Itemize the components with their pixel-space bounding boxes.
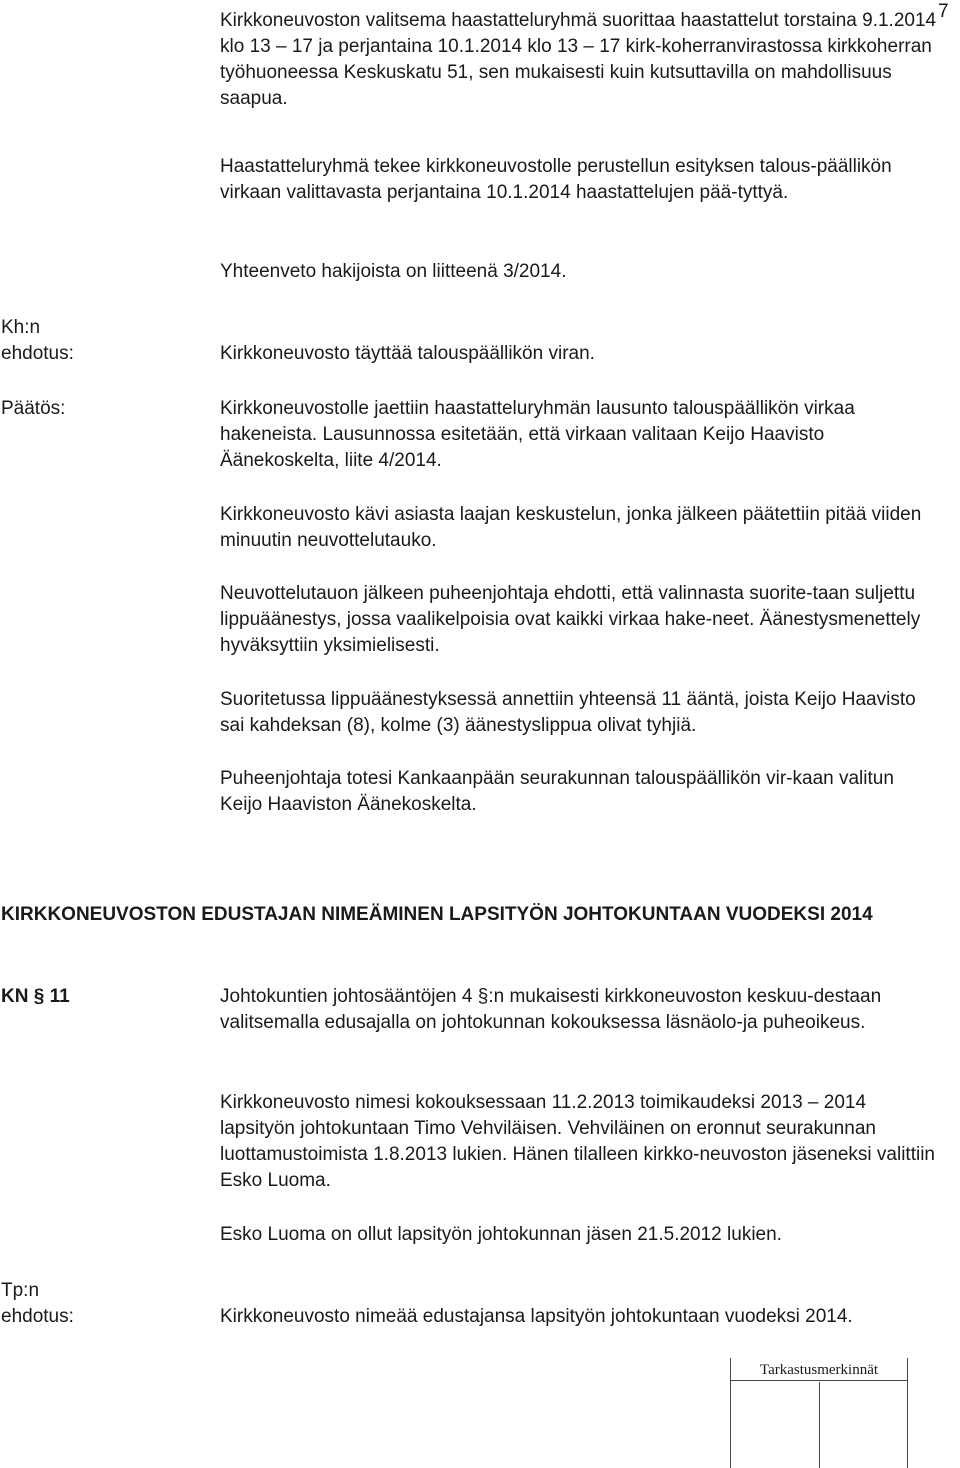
label-kh-line2: ehdotus: bbox=[1, 343, 74, 364]
paragraph-decision-statement: Kirkkoneuvostolle jaettiin haastatteluryhmän lausunto talouspäällikön virkaa hakeneista. Lausunnossa esitetään, että virkaan valitaan Keijo Haavisto Äänekoskelta, liite 4/2014. bbox=[220, 398, 855, 471]
paragraph-ballot-proposal: Neuvottelutauon jälkeen puheenjohtaja ehdotti, että valinnasta suorite-taan suljettu lippuäänestys, jossa vaalikelpoisia ovat kaikki virkaa hake-neet. Äänestysmenettely hyväksyttiin yksimielisesti. bbox=[220, 583, 921, 656]
review-stamp-box bbox=[730, 1358, 908, 1468]
section-number: KN § 11 bbox=[1, 986, 70, 1007]
paragraph-interview-schedule: Kirkkoneuvoston valitsema haastatteluryhmä suorittaa haastattelut torstaina 9.1.2014 klo 13 – 17 ja perjantaina 10.1.2014 klo 13 – 17 kirk-koherranvirastossa kirkkoherran työhuoneessa Keskuskatu 51, sen mukaisesti kuin kutsuttavilla on mahdollisuus saapua. bbox=[220, 10, 937, 109]
paragraph-chair-conclusion: Puheenjohtaja totesi Kankaanpään seurakunnan talouspäällikön vir-kaan valitun Keijo Haaviston Äänekoskelta. bbox=[220, 768, 894, 815]
paragraph-summary: Yhteenveto hakijoista on liitteenä 3/2014. bbox=[220, 261, 567, 282]
paragraph-member-since: Esko Luoma on ollut lapsityön johtokunnan jäsen 21.5.2012 lukien. bbox=[220, 1224, 782, 1245]
label-paatos: Päätös: bbox=[1, 398, 66, 419]
label-kh-line1: Kh:n bbox=[1, 317, 41, 338]
paragraph-vote-result: Suoritetussa lippuäänestyksessä annettiin yhteensä 11 ääntä, joista Keijo Haavisto sai kahdeksan (8), kolme (3) äänestyslippua olivat tyhjiä. bbox=[220, 689, 916, 736]
section-heading: KIRKKONEUVOSTON EDUSTAJAN NIMEÄMINEN LAPSITYÖN JOHTOKUNTAAN VUODEKSI 2014 bbox=[1, 904, 873, 925]
label-tp-line2: ehdotus: bbox=[1, 1306, 74, 1327]
paragraph-bylaws: Johtokuntien johtosääntöjen 4 §:n mukaisesti kirkkoneuvoston keskuu-destaan valitsemalla edusajalla on johtokunnan kokouksessa läsnäolo-ja puheoikeus. bbox=[220, 986, 882, 1033]
paragraph-tp-proposal: Kirkkoneuvosto nimeää edustajansa lapsityön johtokuntaan vuodeksi 2014. bbox=[220, 1306, 853, 1327]
page-number: 7 bbox=[938, 1, 949, 22]
label-tp-ehdotus bbox=[1, 1278, 201, 1330]
label-kh-ehdotus bbox=[1, 315, 201, 367]
paragraph-kh-proposal: Kirkkoneuvosto täyttää talouspäällikön viran. bbox=[220, 343, 595, 364]
paragraph-interview-group: Haastatteluryhmä tekee kirkkoneuvostolle perustellun esityksen talous-päällikön virkaan valittavasta perjantaina 10.1.2014 haastattelujen pää-tyttyä. bbox=[220, 156, 892, 203]
paragraph-discussion: Kirkkoneuvosto kävi asiasta laajan keskustelun, jonka jälkeen päätettiin pitää viiden minuutin neuvottelutauko. bbox=[220, 504, 922, 551]
review-stamp-divider bbox=[731, 1380, 907, 1381]
review-stamp-label: Tarkastusmerkinnät bbox=[759, 1362, 879, 1378]
paragraph-nomination-history: Kirkkoneuvosto nimesi kokouksessaan 11.2.2013 toimikaudeksi 2013 – 2014 lapsityön johtokuntaan Timo Vehviläisen. Vehviläinen on eronnut seurakunnan luottamustoimista 1.8.2013 lukien. Hänen tilalleen kirkko-neuvoston jäseneksi valittiin Esko Luoma. bbox=[220, 1092, 935, 1191]
label-tp-line1: Tp:n bbox=[1, 1280, 40, 1301]
review-stamp-center-line bbox=[819, 1382, 820, 1468]
